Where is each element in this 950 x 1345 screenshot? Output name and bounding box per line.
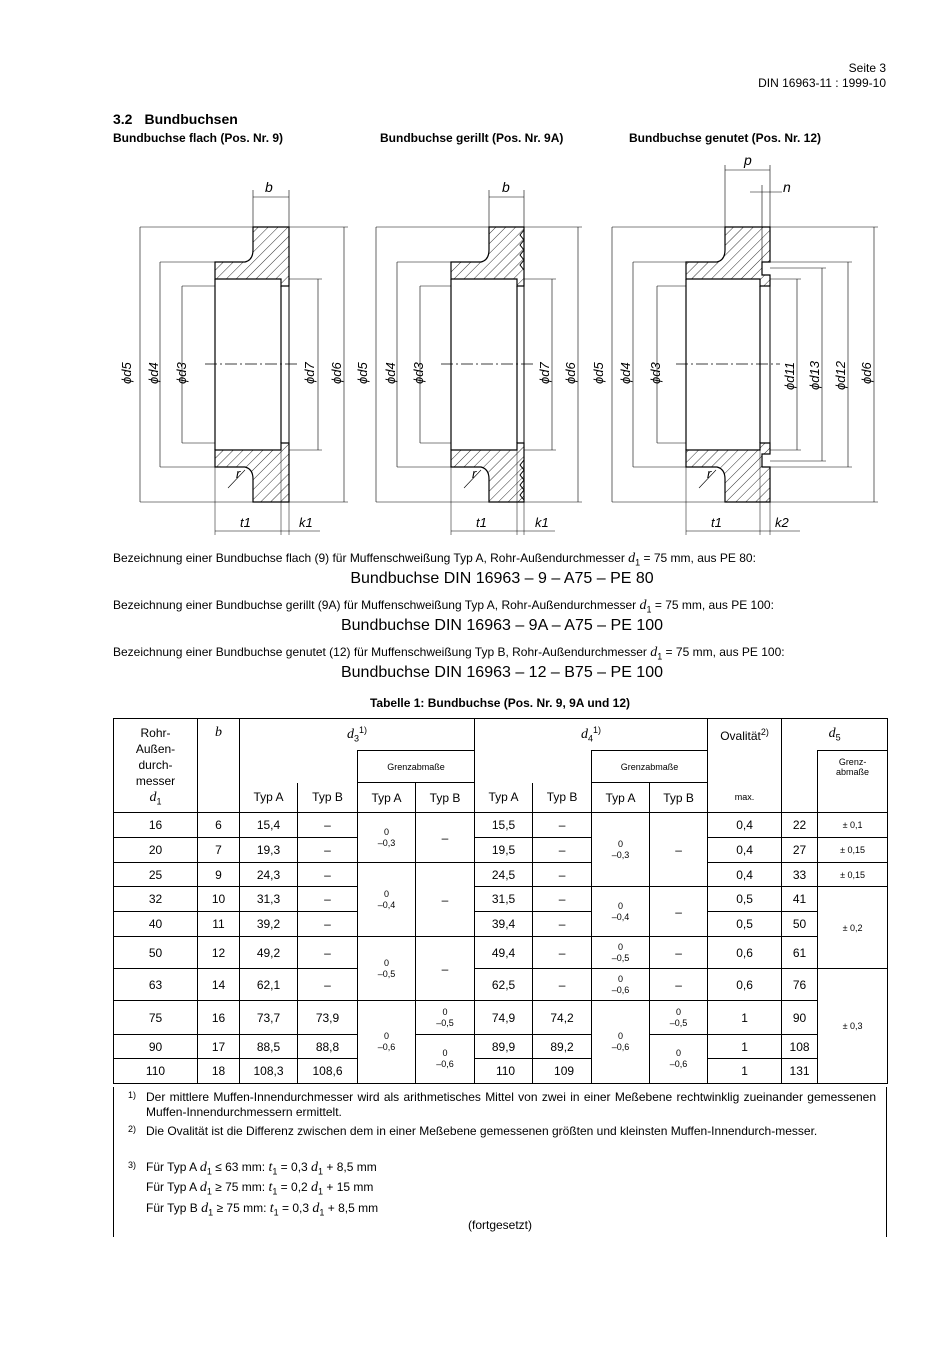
- tolerance-cell: 0 –0,5: [358, 937, 416, 1001]
- dim-d5: ϕd5: [119, 362, 134, 384]
- header-d4-tol-typ-a: Typ A: [592, 783, 650, 813]
- header-d4-tolerance: Grenzabmaße: [592, 751, 708, 783]
- dim-d11: ϕd11: [782, 362, 797, 390]
- dim-d4: ϕd4: [383, 362, 398, 384]
- dim-t1: t1: [240, 515, 251, 530]
- tolerance-cell: 0 –0,6: [592, 1001, 650, 1084]
- figure-caption-genutet: Bundbuchse genutet (Pos. Nr. 12): [629, 131, 822, 145]
- header-b: b: [198, 719, 240, 813]
- document-number: DIN 16963-11 : 1999-10: [758, 76, 886, 90]
- table-row: 110 18 108,3 108,6 110 109 1 131: [114, 1059, 888, 1084]
- technical-drawings: [0, 0, 950, 545]
- dim-d13: ϕd13: [807, 361, 822, 390]
- dim-r: r: [236, 466, 241, 481]
- dim-d3: ϕd3: [648, 362, 663, 384]
- page-number: Seite 3: [848, 61, 886, 75]
- header-d3-typ-b: Typ B: [298, 783, 358, 813]
- table-row: 32 10 31,3 – 31,5 – 0 –0,4 – 0,5 41 ± 0,2: [114, 887, 888, 912]
- tolerance-cell: 0 –0,3: [358, 813, 416, 863]
- dim-d3: ϕd3: [411, 362, 426, 384]
- header-d4-tol-typ-b: Typ B: [650, 783, 708, 813]
- tolerance-cell: 0 –0,5: [650, 1001, 708, 1035]
- figure-caption-gerillt: Bundbuchse gerillt (Pos. Nr. 9A): [380, 131, 564, 145]
- designation-description-3: Bezeichnung einer Bundbuchse genutet (12) für Muffenschweißung Typ B, Rohr-Außendurchmesser $d_1 = 75$ mm, aus PE 100:: [113, 645, 785, 662]
- header-ovality: Ovalität$^{2)}$: [708, 719, 782, 751]
- header-d3-tol-typ-a: Typ A: [358, 783, 416, 813]
- dim-b: b: [265, 179, 273, 195]
- footnote-3: 3) Für Typ A $d_1 \le 63$ mm: $t_1 = 0,3$ $d_1 + 8,5$ mm Für Typ A $d_1 \ge 75$ mm: $t_1 = 0,2$ $d_1 + 15$ mm Für Typ B $d_1 \ge 75$ mm: $t_1 = 0,3$ $d_1 + 8,5$ mm: [128, 1160, 379, 1218]
- header-d4-typ-b: Typ B: [533, 783, 592, 813]
- dim-d5: ϕd5: [355, 362, 370, 384]
- tolerance-cell: 0 –0,5: [416, 1001, 475, 1035]
- dim-n: n: [783, 179, 791, 195]
- header-d5: $d_5$: [782, 719, 888, 751]
- designation-code-2: Bundbuchse DIN 16963 – 9A – A75 – PE 100: [340, 617, 664, 634]
- section-number: 3.2: [113, 111, 133, 127]
- dimensions-table: [113, 718, 888, 1084]
- footnotes: [113, 1087, 887, 1237]
- table-row: 75 16 73,7 73,9 0 –0,6 0 –0,5 74,9 74,2 0 –0,6 0 –0,5 1 90: [114, 1001, 888, 1035]
- dim-r: r: [472, 466, 477, 481]
- dim-d12: ϕd12: [833, 361, 848, 390]
- dim-k1: k1: [299, 515, 313, 530]
- table-row: 40 11 39,2 – 39,4 – 0,5 50: [114, 912, 888, 937]
- drawing-bundbuchse-flach: [119, 179, 348, 535]
- dim-d7: ϕd7: [537, 362, 552, 384]
- dim-d6: ϕd6: [563, 362, 578, 384]
- figure-caption-flach: Bundbuchse flach (Pos. Nr. 9): [113, 131, 284, 145]
- dim-k1: k1: [535, 515, 549, 530]
- table-row: 20 7 19,3 – 19,5 – 0,4 27 ± 0,15: [114, 838, 888, 863]
- dim-t1: t1: [711, 515, 722, 530]
- header-ovality-max: max.: [708, 783, 782, 813]
- footnote-1: 1) Der mittlere Muffen-Innendurchmesser wird als arithmetisches Mittel von zwei in einer Meßebene rechtwinklig zueinander gemessenen Muffen-Innendurchmessern ermittelt.: [128, 1090, 876, 1119]
- tolerance-cell: 0 –0,6: [416, 1035, 475, 1084]
- dim-d7: ϕd7: [302, 362, 317, 384]
- tolerance-cell: 0 –0,6: [592, 969, 650, 1001]
- header-d4-typ-a: Typ A: [475, 783, 533, 813]
- dim-t1: t1: [476, 515, 487, 530]
- dim-d3: ϕd3: [174, 362, 189, 384]
- header-d3-typ-a: Typ A: [240, 783, 298, 813]
- dim-d5: ϕd5: [591, 362, 606, 384]
- table-row: 90 17 88,5 88,8 0 –0,6 89,9 89,2 0 –0,6 1 108: [114, 1035, 888, 1059]
- header-d5-tolerance: Grenz- abmaße: [818, 751, 888, 783]
- tolerance-cell: 0 –0,6: [358, 1001, 416, 1084]
- header-pipe-diameter: Rohr- Außen- durch- messer $d_1$: [114, 719, 198, 813]
- tolerance-cell: 0 –0,5: [592, 937, 650, 969]
- tolerance-cell: 0 –0,3: [592, 813, 650, 887]
- designation-description-1: Bezeichnung einer Bundbuchse flach (9) für Muffenschweißung Typ A, Rohr-Außendurchmesser $d_1 = 75$ mm, aus PE 80:: [113, 551, 756, 568]
- designation-description-2: Bezeichnung einer Bundbuchse gerillt (9A) für Muffenschweißung Typ A, Rohr-Außendurchmesser $d_1 = 75$ mm, aus PE 100:: [113, 598, 774, 615]
- header-d3: $d_3^{1)}$: [240, 719, 475, 751]
- table-row: 16 6 15,4 – 0 –0,3 – 15,5 – 0 –0,3 – 0,4 22 ± 0,1: [114, 813, 888, 838]
- header-d4: $d_4^{1)}$: [475, 719, 708, 751]
- designation-code-1: Bundbuchse DIN 16963 – 9 – A75 – PE 80: [350, 570, 654, 587]
- tolerance-cell: 0 –0,4: [592, 887, 650, 937]
- table-caption: Tabelle 1: Bundbuchse (Pos. Nr. 9, 9A und 12): [369, 696, 631, 710]
- tolerance-cell: 0 –0,4: [358, 863, 416, 937]
- dim-d6: ϕd6: [859, 362, 874, 384]
- table-row: 25 9 24,3 – 0 –0,4 – 24,5 – 0,4 33 ± 0,15: [114, 863, 888, 887]
- table-row: 63 14 62,1 – 62,5 – 0 –0,6 – 0,6 76 ± 0,3: [114, 969, 888, 1001]
- dim-d6: ϕd6: [329, 362, 344, 384]
- drawing-bundbuchse-genutet: [591, 152, 878, 535]
- section-title: Bundbuchsen: [144, 111, 238, 127]
- header-d3-tol-typ-b: Typ B: [416, 783, 475, 813]
- header-d3-tolerance: Grenzabmaße: [358, 751, 475, 783]
- dim-d4: ϕd4: [146, 362, 161, 384]
- table-row: 50 12 49,2 – 0 –0,5 – 49,4 – 0 –0,5 – 0,6 61: [114, 937, 888, 969]
- drawing-bundbuchse-gerillt: [355, 179, 582, 535]
- designation-code-3: Bundbuchse DIN 16963 – 12 – B75 – PE 100: [340, 664, 663, 681]
- continued-note: (fortgesetzt): [467, 1218, 533, 1232]
- footnote-2: 2) Die Ovalität ist die Differenz zwischen dem in einer Meßebene gemessenen größten und kleinsten Muffen-Innendurch-messer.: [128, 1124, 818, 1138]
- dim-b: b: [502, 179, 510, 195]
- dim-k2: k2: [775, 515, 789, 530]
- dim-d4: ϕd4: [618, 362, 633, 384]
- tolerance-cell: 0 –0,6: [650, 1035, 708, 1084]
- dim-r: r: [707, 466, 712, 481]
- dim-p: p: [744, 152, 752, 168]
